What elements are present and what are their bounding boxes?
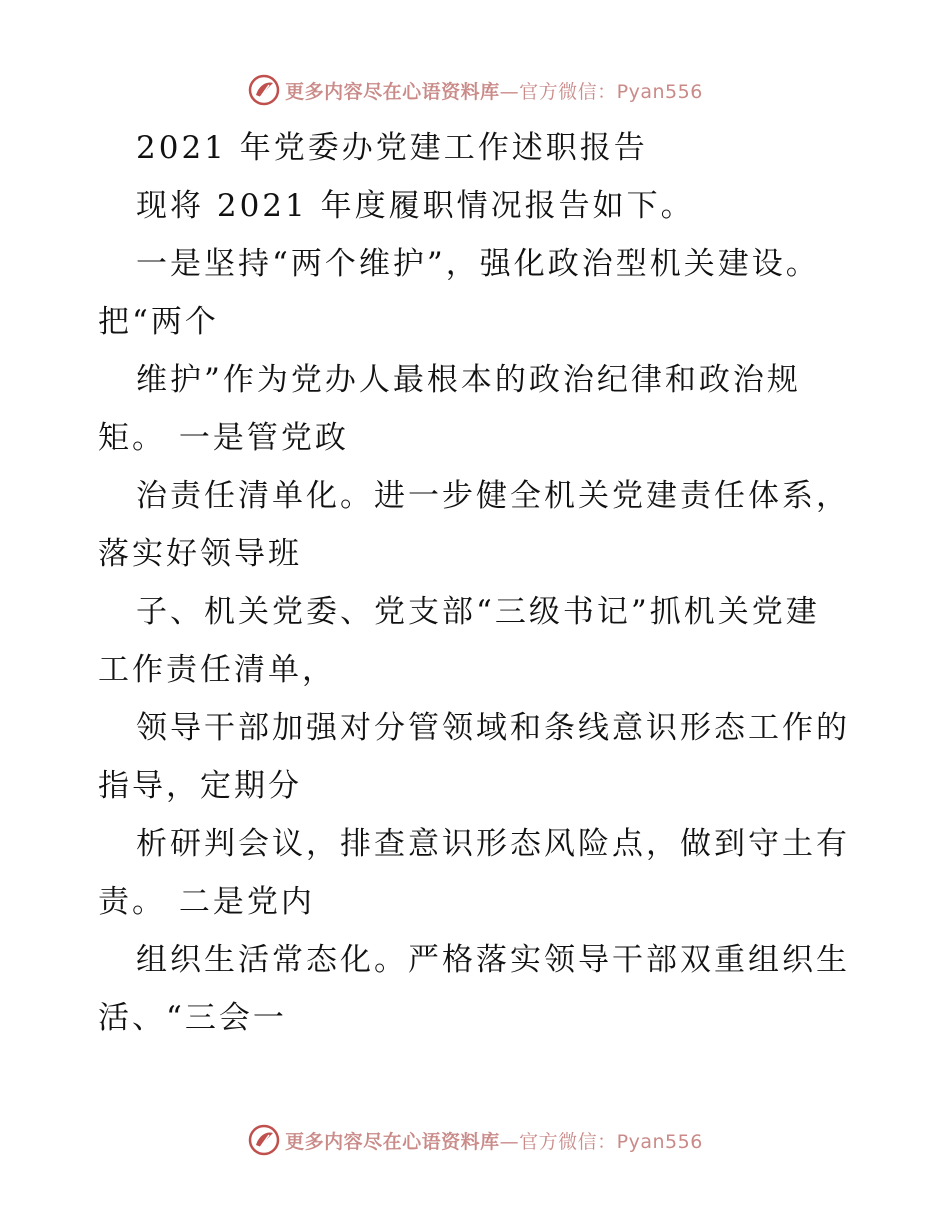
doc-line: 子、机关党委、党支部“三级书记”抓机关党建 xyxy=(136,594,820,630)
doc-line: 治责任清单化。进一步健全机关党建责任体系， xyxy=(136,478,850,514)
brand-logo-icon xyxy=(247,1123,281,1157)
doc-line: 指导，定期分 xyxy=(98,768,302,804)
doc-line: 工作责任清单， xyxy=(98,652,336,688)
doc-line: 把“两个 xyxy=(98,304,219,340)
banner-site-text: 更多内容尽在心语资料库 xyxy=(285,1130,500,1153)
doc-line: 现将 2021 年度履职情况报告如下。 xyxy=(136,188,695,224)
doc-line: 矩。 一是管党政 xyxy=(98,420,349,456)
doc-line: 活、“三会一 xyxy=(98,1000,287,1036)
doc-line: 一是坚持“两个维护”，强化政治型机关建设。 xyxy=(136,246,820,282)
doc-line: 析研判会议，排查意识形态风险点，做到守土有 xyxy=(136,826,850,862)
doc-title: 2021 年党委办党建工作述职报告 xyxy=(136,130,648,166)
doc-line: 落实好领导班 xyxy=(98,536,302,572)
banner-text xyxy=(285,1127,703,1154)
brand-logo-icon xyxy=(247,73,281,107)
banner-site-text: 更多内容尽在心语资料库 xyxy=(285,80,500,103)
doc-line: 组织生活常态化。严格落实领导干部双重组织生 xyxy=(136,942,850,978)
banner-contact-text: 官方微信：Pyan556 xyxy=(519,1130,703,1153)
banner-text xyxy=(285,77,703,104)
header-watermark-banner xyxy=(0,70,950,110)
doc-line: 维护”作为党办人最根本的政治纪律和政治规 xyxy=(136,362,801,398)
banner-dash: — xyxy=(499,80,520,103)
doc-line: 责。 二是党内 xyxy=(98,884,315,920)
doc-line: 领导干部加强对分管领域和条线意识形态工作的 xyxy=(136,710,850,746)
footer-watermark-banner xyxy=(0,1120,950,1160)
banner-contact-text: 官方微信：Pyan556 xyxy=(519,80,703,103)
banner-dash: — xyxy=(499,1130,520,1153)
